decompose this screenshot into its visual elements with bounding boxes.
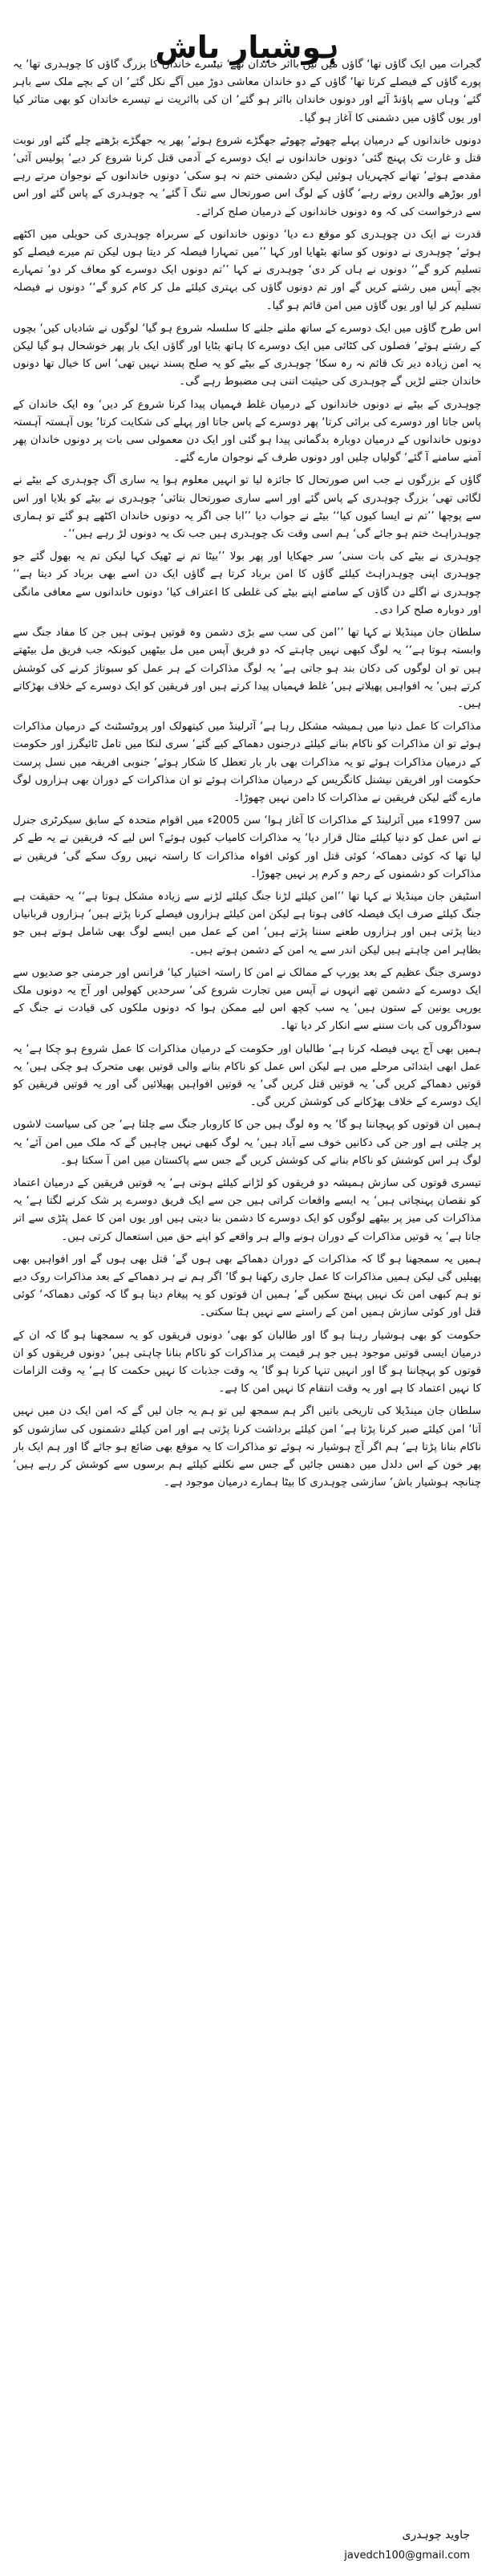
article-body [13, 56, 481, 2512]
article-paragraph: قدرت نے ایک دن چوہدری کو موقع دے دیا‘ دونوں خاندانوں کے سربراہ چوہدری کی حویلی میں اکٹھے ہوئے‘ چوہدری نے دونوں کو ساتھ بٹھایا اور کہا ’’میں تمہارا فیصلہ کر دیتا ہوں لیکن تم میرے فیصلے کو تسلیم کرو گے‘‘ دونوں نے ہاں کر دی‘ چوہدری نے کہا ’’تم دونوں ایک دوسرے کو معاف کر دو‘ تمہارے بچے آپس میں رشتے کریں گے اور تم دونوں گاؤں کی بہتری کیلئے مل کر کام کرو گے‘‘ دونوں نے فیصلہ تسلیم کر لیا اور یوں گاؤں میں امن قائم ہو گیا۔ [13, 228, 481, 312]
article-paragraph: دوسری جنگ عظیم کے بعد یورپ کے ممالک نے امن کا راستہ اختیار کیا‘ فرانس اور جرمنی جو صدیوں سے ایک دوسرے کے دشمن تھے انہوں نے آپس میں تجارت شروع کی‘ سرحدیں کھولیں اور آج یہ دونوں ملک یورپی یونین کے ستون ہیں‘ یہ سب کچھ اس لیے ممکن ہوا کہ دونوں ملکوں کی قیادت نے جنگ کے سوداگروں کی بات سننے سے انکار کر دیا تھا۔ [13, 966, 481, 1033]
article-paragraph: چوہدری نے بیٹے کی بات سنی‘ سر جھکایا اور پھر بولا ’’بیٹا تم نے ٹھیک کہا لیکن تم یہ بھول گئے جو چوہدری اپنی چوہدراہٹ کیلئے گاؤں کا امن برباد کرتا ہے گاؤں ایک دن اسے بھی برباد کر دیتا ہے‘‘ چوہدری نے اگلے دن گاؤں کے سامنے اپنے بیٹے کی غلطی کا اعتراف کیا‘ دونوں خاندانوں سے معافی مانگی اور دوبارہ صلح کرا دی۔ [13, 551, 481, 616]
article-title: ہوشیار باش [155, 30, 339, 66]
author-email[interactable]: javedch100@gmail.com [344, 2550, 470, 2562]
article-paragraph: چوہدری کے بیٹے نے دونوں خاندانوں کے درمیان غلط فہمیاں پیدا کرنا شروع کر دیں‘ وہ ایک خاندان کے پاس جاتا اور دوسرے کی برائی کرتا‘ پھر دوسرے کے پاس جاتا اور پہلے کی شکایت کرتا‘ یوں آہستہ آہستہ دونوں خاندانوں کے درمیان دوبارہ بدگمانی پیدا ہو گئی اور ایک دن معمولی سی بات پر دونوں خاندان پھر آمنے سامنے آ گئے‘ گولیاں چلیں اور دونوں طرف کے نوجوان مارے گئے۔ [13, 398, 481, 465]
article-paragraph: گاؤں کے بزرگوں نے جب اس صورتحال کا جائزہ لیا تو انہیں معلوم ہوا یہ ساری آگ چوہدری کے بیٹے نے لگائی تھی‘ بزرگ چوہدری کے پاس گئے اور اسے ساری صورتحال بتائی‘ چوہدری نے بیٹے کو بلایا اور اس سے پوچھا ’’تم نے ایسا کیوں کیا‘‘ بیٹے نے جواب دیا ’’ابا جی اگر یہ دونوں خاندان اکٹھے ہو گئے تو ہماری چوہدراہٹ ختم ہو جائے گی‘ ہم اسی وقت تک چوہدری ہیں جب تک یہ دونوں لڑ رہے ہیں‘‘۔ [13, 474, 481, 541]
article-paragraph: اس طرح گاؤں میں ایک دوسرے کے ساتھ ملنے جلنے کا سلسلہ شروع ہو گیا‘ لوگوں نے شادیاں کیں‘ بچوں کے رشتے ہوئے‘ فصلوں کی کٹائی میں ایک دوسرے کا ہاتھ بٹایا اور گاؤں ایک بار پھر خوشحال ہو گیا لیکن یہ امن زیادہ دیر تک قائم نہ رہ سکا‘ چوہدری کے بیٹے کو یہ صلح پسند نہیں تھی‘ اس کا خیال تھا دونوں خاندان جتنے لڑیں گے چوہدری کی حیثیت اتنی ہی مضبوط رہے گی۔ [13, 322, 481, 388]
article-paragraph: دونوں خاندانوں کے درمیان پہلے چھوٹے چھوٹے جھگڑے شروع ہوئے‘ پھر یہ جھگڑے بڑھتے چلے گئے اور نوبت قتل و غارت تک پہنچ گئی‘ دونوں خاندانوں نے ایک دوسرے کے آدمی قتل کرنا شروع کر دیے‘ پولیس آئی‘ مقدمے ہوئے‘ تھانے کچہریاں ہوئیں لیکن دشمنی ختم نہ ہو سکی‘ دونوں خاندانوں کے نوجوان مرتے رہے اور بوڑھے والدین روتے رہے‘ گاؤں کے لوگ اس صورتحال سے تنگ آ گئے‘ یہ چوہدری کے پاس گئے اور اس سے درخواست کی کہ وہ دونوں خاندانوں کے درمیان صلح کرائے۔ [13, 134, 481, 218]
article-paragraph: اسٹیفن جان مینڈیلا نے کہا تھا ’’امن کیلئے لڑنا جنگ کیلئے لڑنے سے زیادہ مشکل ہوتا ہے‘‘ یہ حقیقت ہے جنگ کیلئے صرف ایک فیصلہ کافی ہوتا ہے لیکن امن کیلئے ہزاروں فیصلے کرنا پڑتے ہیں‘ ہزاروں قربانیاں دینا پڑتی ہیں اور ہزاروں طعنے سننا پڑتے ہیں‘ امن کے عمل میں ایسے لوگ بھی شامل ہوتے ہیں جو بظاہر امن چاہتے ہیں لیکن اندر سے یہ امن کے دشمن ہوتے ہیں۔ [13, 890, 481, 957]
author-name: جاوید چوہدری [402, 2529, 470, 2541]
article-paragraph: تیسری قوتوں کی سازش ہمیشہ دو فریقوں کو لڑانے کیلئے ہوتی ہے‘ یہ قوتیں فریقین کے درمیان اعتماد کو نقصان پہنچاتی ہیں‘ یہ ایسے واقعات کراتی ہیں جن سے ایک فریق دوسرے پر شک کرنے لگتا ہے‘ یہ مذاکرات کی میز پر بیٹھے لوگوں کو ایک دوسرے کا دشمن بنا دیتی ہیں اور یوں امن کا عمل پٹڑی سے اتر جاتا ہے‘ یہ قوتیں مذاکرات کے دوران ہونے والے ہر واقعے کو اپنے حق میں استعمال کرتی ہیں۔ [13, 1176, 481, 1243]
article-paragraph: سلطان جان مینڈیلا کی تاریخی باتیں اگر ہم سمجھ لیں تو ہم یہ جان لیں گے کہ امن ایک دن میں نہیں آتا‘ امن کیلئے صبر کرنا پڑتا ہے‘ امن کیلئے برداشت کرنا پڑتی ہے اور امن کیلئے دشمنوں کی سازشوں کو ناکام بنانا پڑتا ہے‘ ہم اگر آج ہوشیار نہ ہوئے تو مذاکرات کا یہ موقع بھی ضائع ہو جائے گا اور ہم ایک بار پھر خون کے اس دلدل میں دھنس جائیں گے جس سے نکلنے کیلئے ہم برسوں سے کوشش کر رہے ہیں‘ چنانچہ ہوشیار باش‘ سازشی چوہدری کا بیٹا ہمارے درمیان موجود ہے۔ [13, 1405, 481, 1489]
article-paragraph: ہمیں بھی آج یہی فیصلہ کرنا ہے‘ طالبان اور حکومت کے درمیان مذاکرات کا عمل شروع ہو چکا ہے‘ یہ عمل ابھی ابتدائی مرحلے میں ہے لیکن اس عمل کو ناکام بنانے والی قوتیں بھی متحرک ہو چکی ہیں‘ یہ قوتیں دھماکے کریں گی‘ یہ قوتیں قتل کریں گی‘ یہ قوتیں افواہیں پھیلائیں گی اور یہ قوتیں فریقین کو ایک دوسرے کے خلاف بھڑکانے کی کوشش کریں گی۔ [13, 1042, 481, 1109]
article-paragraph: ہمیں ان قوتوں کو پہچاننا ہو گا‘ یہ وہ لوگ ہیں جن کا کاروبار جنگ سے چلتا ہے‘ جن کی سیاست لاشوں پر چلتی ہے اور جن کی دکانیں خوف سے آباد ہیں‘ یہ لوگ کبھی نہیں چاہیں گے کہ ملک میں امن آئے‘ یہ لوگ ہر اس کوشش کو ناکام بنانے کی کوشش کریں گے جس سے پاکستان میں امن آ سکتا ہو۔ [13, 1119, 481, 1167]
article-paragraph: گجرات میں ایک گاؤں تھا‘ گاؤں میں تین بااثر خاندان تھے‘ تیسرے خاندان کا بزرگ گاؤں کا چوہدری تھا‘ یہ پورے گاؤں کے فیصلے کرتا تھا‘ گاؤں کے دو خاندان معاشی دوڑ میں آگے نکل گئے‘ ان کے بچے ملک سے باہر گئے‘ وہاں سے پاؤنڈ آئے اور دونوں خاندان بااثر ہو گئے‘ ان کی بااثریت نے تیسرے خاندان کو بھی متاثر کیا اور یوں گاؤں میں دشمنی کا آغاز ہو گیا۔ [13, 59, 481, 124]
article-paragraph: ہمیں یہ سمجھنا ہو گا کہ مذاکرات کے دوران دھماکے بھی ہوں گے‘ قتل بھی ہوں گے اور افواہیں بھی پھیلیں گی لیکن ہمیں مذاکرات کا عمل جاری رکھنا ہو گا‘ اگر ہم نے ہر دھماکے کے بعد مذاکرات روک دیے تو ہم کبھی امن تک نہیں پہنچ سکیں گے‘ ہمیں ان قوتوں کو یہ پیغام دینا ہو گا کہ کوئی دھماکہ‘ کوئی قتل اور کوئی سازش ہمیں امن کے راستے سے نہیں ہٹا سکتی۔ [13, 1253, 481, 1319]
article-paragraph: سلطان جان مینڈیلا نے کہا تھا ’’امن کی سب سے بڑی دشمن وہ قوتیں ہوتی ہیں جن کا مفاد جنگ سے وابستہ ہوتا ہے‘‘ یہ لوگ کبھی نہیں چاہتے کہ دو فریق آپس میں مل بیٹھیں کیونکہ جب فریق مل بیٹھتے ہیں تو ان لوگوں کی دکان بند ہو جاتی ہے‘ یہ لوگ مذاکرات کے ہر عمل کو سبوتاژ کرنے کی کوشش کرتے ہیں‘ یہ افواہیں پھیلاتے ہیں‘ غلط فہمیاں پیدا کرتے ہیں اور فریقین کو ایک دوسرے کے خلاف بھڑکاتے ہیں۔ [13, 627, 481, 710]
article-paragraph: مذاکرات کا عمل دنیا میں ہمیشہ مشکل رہا ہے‘ آئرلینڈ میں کیتھولک اور پروٹسٹنٹ کے درمیان مذاکرات ہوئے تو ان مذاکرات کو ناکام بنانے کیلئے درجنوں دھماکے کیے گئے‘ سری لنکا میں تامل ٹائیگرز اور حکومت کے درمیان مذاکرات ہوئے تو یہ مذاکرات بھی بار بار تعطل کا شکار ہوئے‘ جنوبی افریقہ میں نسل پرست حکومت اور افریقن نیشنل کانگریس کے درمیان مذاکرات ہوئے تو ان مذاکرات کے دوران بھی ہزاروں لوگ مارے گئے لیکن فریقین نے مذاکرات کا دامن نہیں چھوڑا۔ [13, 721, 481, 804]
article-paragraph: سن 1997ء میں آئرلینڈ کے مذاکرات کا آغاز ہوا‘ سن 2005ء میں اقوام متحدہ کے سابق سیکرٹری جنرل نے اس عمل کو دنیا کیلئے مثال قرار دیا‘ یہ مذاکرات کامیاب کیوں ہوئے؟ اس لیے کہ فریقین نے یہ طے کر لیا تھا کہ کوئی دھماکہ‘ کوئی قتل اور کوئی افواہ مذاکرات کا راستہ نہیں روک سکے گی‘ فریقین نے مذاکرات کو دشمنوں کے رحم و کرم پر نہیں چھوڑا۔ [13, 815, 481, 880]
article-paragraph: حکومت کو بھی ہوشیار رہنا ہو گا اور طالبان کو بھی‘ دونوں فریقوں کو یہ سمجھنا ہو گا کہ ان کے درمیان ایسی قوتیں موجود ہیں جو ہر قیمت پر مذاکرات کو ناکام بنانا چاہتی ہیں‘ دونوں فریقوں کو ان قوتوں کو پہچاننا ہو گا اور انہیں تنہا کرنا ہو گا‘ یہ وقت جذبات کا نہیں حکمت کا ہے‘ یہ وقت الزامات کا نہیں اعتماد کا ہے اور یہ وقت انتقام کا نہیں امن کا ہے۔ [13, 1329, 481, 1396]
